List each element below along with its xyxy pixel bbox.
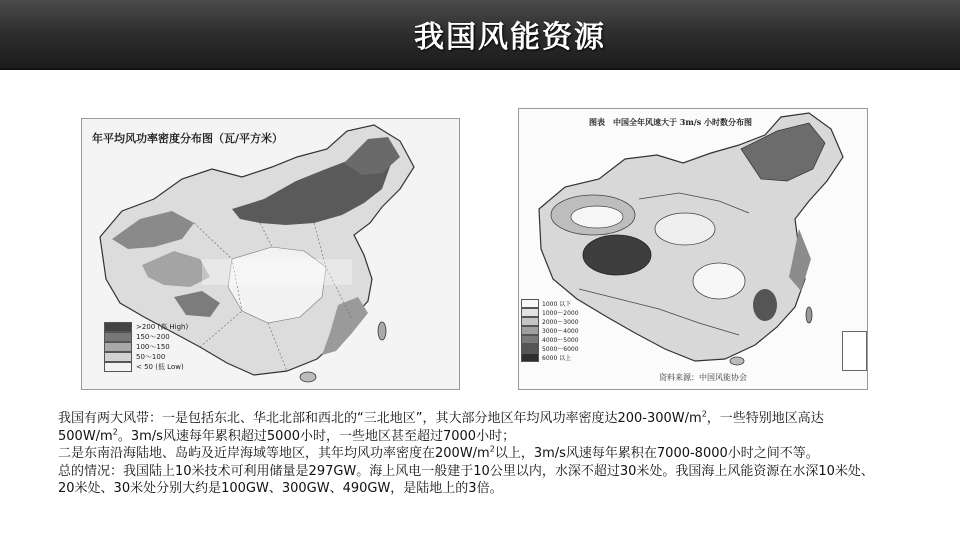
right-map-legend <box>521 299 579 362</box>
wind-hours-map <box>518 108 868 390</box>
legend-label: 150～200 <box>136 333 170 341</box>
paragraph-summary: 总的情况：我国陆上10米技术可利用储量是297GW。海上风电一般建于10公里以内，水深不超过30米处。我国海上风能资源在水深10米处、20米处、30米处分别大约是100GW、300GW、490GW，是陆地上的3倍。 <box>58 463 874 496</box>
text-run: ，一些特别地区高达500W/m <box>58 411 824 444</box>
paragraph-three-north <box>58 410 888 445</box>
legend-row <box>521 326 579 335</box>
legend-label: >200 (高 High) <box>136 323 189 331</box>
legend-row <box>521 344 579 353</box>
wind-power-density-map <box>81 118 460 390</box>
legend-label: < 50 (低 Low) <box>136 363 184 371</box>
legend-row <box>104 332 188 342</box>
legend-label: 5000～6000 <box>542 346 579 353</box>
paragraph-southeast-coast <box>58 445 888 463</box>
legend-row <box>521 335 579 344</box>
title-bar <box>0 0 960 70</box>
text-run: 我国有两大风带：一是包括东北、华北北部和西北的“三北地区”，其大部分地区年均风功率密度达200-300W/m <box>58 411 702 426</box>
legend-row <box>521 308 579 317</box>
legend-swatch <box>521 326 539 335</box>
legend-swatch <box>104 342 132 352</box>
superscript: 2 <box>489 444 495 454</box>
text-run: 。3m/s风速每年累积超过5000小时，一些地区甚至超过7000小时； <box>117 428 516 444</box>
south-china-sea-inset <box>842 331 867 371</box>
legend-label: 1000～2000 <box>542 310 579 317</box>
body-text <box>58 410 888 498</box>
legend-label: 50～100 <box>136 353 166 361</box>
text-run: 以上，3m/s风速每年累积在7000-8000小时之间不等。 <box>494 446 819 461</box>
left-map-title: 年平均风功率密度分布图（瓦/平方米） <box>92 132 284 145</box>
legend-swatch <box>521 344 539 353</box>
legend-row <box>521 317 579 326</box>
legend-row <box>104 322 188 332</box>
slide-title: 我国风能资源 <box>414 20 606 55</box>
legend-label: 4000～5000 <box>542 337 579 344</box>
legend-label: 6000 以上 <box>542 355 572 362</box>
legend-swatch <box>104 352 132 362</box>
legend-row <box>521 299 579 308</box>
legend-label: 2000～3000 <box>542 319 579 326</box>
legend-swatch <box>521 317 539 326</box>
legend-swatch <box>104 332 132 342</box>
legend-row <box>104 352 188 362</box>
legend-label: 100～150 <box>136 343 170 351</box>
legend-row <box>104 362 188 372</box>
right-map-title: 图表 中国全年风速大于 3m/s 小时数分布图 <box>589 117 753 127</box>
legend-swatch <box>521 335 539 344</box>
superscript: 2 <box>701 409 707 419</box>
right-map-source: 资料来源：中国风能协会 <box>659 373 747 382</box>
legend-swatch <box>521 308 539 317</box>
legend-swatch <box>104 322 132 332</box>
legend-label: 1000 以下 <box>542 301 572 308</box>
legend-swatch <box>104 362 132 372</box>
superscript: 2 <box>112 427 118 437</box>
legend-swatch <box>521 299 539 308</box>
legend-row <box>104 342 188 352</box>
legend-swatch <box>521 353 539 362</box>
left-map-legend <box>104 322 188 372</box>
legend-row <box>521 353 579 362</box>
text-run: 二是东南沿海陆地、岛屿及近岸海域等地区，其年均风功率密度在200W/m <box>58 446 490 461</box>
legend-label: 3000～4000 <box>542 328 579 335</box>
